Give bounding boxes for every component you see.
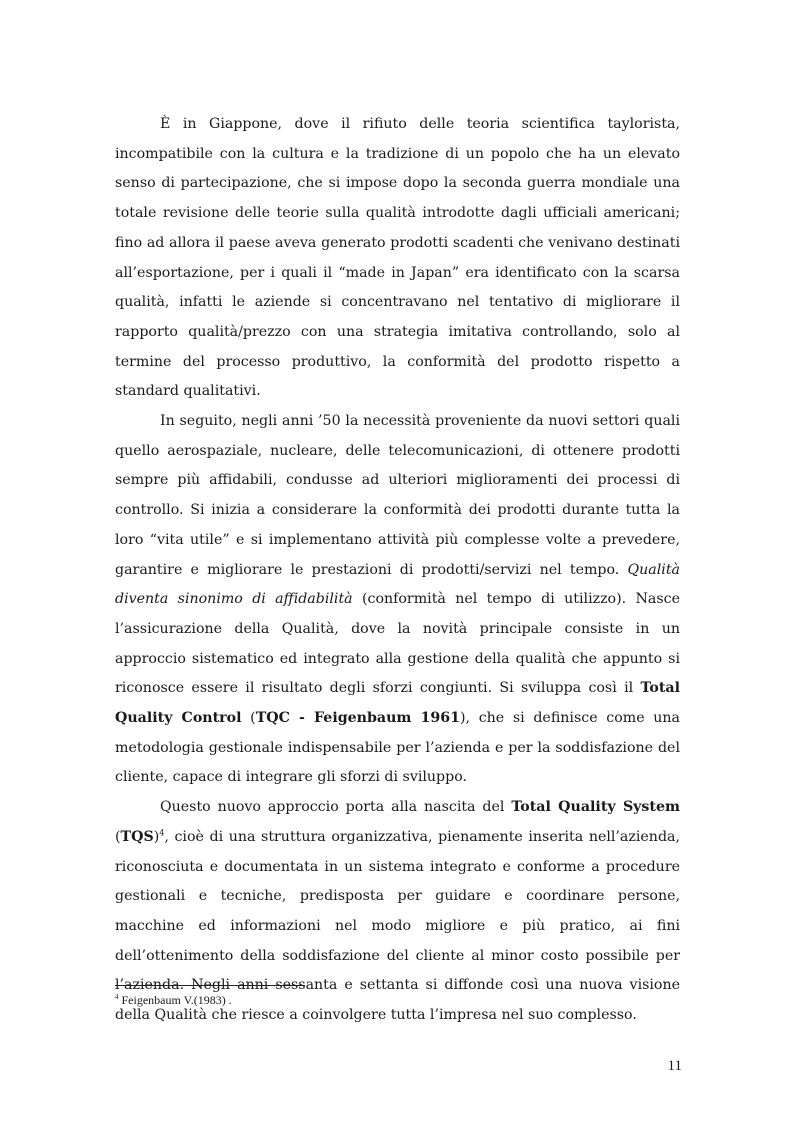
body-text	[115, 110, 680, 1031]
paragraph-2	[115, 407, 680, 793]
paragraph-1: È in Giappone, dove il rifiuto delle teoria scientifica taylorista, incompatibile con la cultura e la tradizione di un popolo che ha un elevato senso di partecipazione, che si impose dopo la seconda guerra mondiale una totale revisione delle teorie sulla qualità introdotte dagli ufficiali americani; fino ad allora il paese aveva generato prodotti scadenti che venivano destinati all’esportazione, per i quali il “made in Japan” era identificato con la scarsa qualità, infatti le aziende si concentravano nel tentativo di migliorare il rapporto qualità/prezzo con una strategia imitativa controllando, solo al termine del processo produttivo, la conformità del prodotto rispetto a standard qualitativi.	[115, 116, 680, 400]
paragraph-2-text-d: ), che si definisce come una metodologia gestionale indispensabile per l’azienda e per la soddisfazione del cliente, capace di integrare gli sforzi di sviluppo.	[115, 710, 680, 786]
paragraph-3-text-d: , cioè di una struttura organizzativa, pienamente inserita nell’azienda, riconosciuta e documentata in un sistema integrato e conforme a procedure gestionali e tecniche, predisposta per guidare e coordinare persone, macchine ed informazioni nel modo migliore e più pratico, ai fini dell’ottenimento della soddisfazione del cliente al minor costo possibile per l’azienda. Negli anni sessanta e settanta si diffonde così una nuova visione della Qualità che riesce a coinvolgere tutta l’impresa nel suo complesso.	[115, 828, 680, 1024]
paragraph-3-text-a: Questo nuovo approccio porta alla nascita del	[160, 799, 512, 816]
bold-term-tqs: Total Quality System	[511, 799, 681, 816]
bold-citation-tqc: TQC - Feigenbaum 1961	[255, 710, 460, 727]
bold-abbr-tqs: TQS	[120, 828, 154, 845]
paragraph-3-text-c: )	[153, 828, 160, 845]
footnote	[115, 992, 232, 1008]
bold-term-tqc: Total Quality Control	[115, 680, 680, 727]
footnote-number: 4	[115, 993, 119, 1001]
paragraph-3-text-b: (	[115, 828, 121, 845]
italic-phrase: Qualità diventa sinonimo di affidabilità	[115, 561, 680, 608]
page-number: 11	[667, 1058, 682, 1074]
paragraph-2-text-a: In seguito, negli anni ’50 la necessità proveniente da nuovi settori quali quello aerospaziale, nucleare, delle telecomunicazioni, di ottenere prodotti sempre più affidabili, condusse ad ulteriori miglioramenti dei processi di controllo. Si inizia a considerare la conformità dei prodotti durante tutta la loro “vita utile” e si implementano attività più complesse volte a prevedere, garantire e migliorare le prestazioni di prodotti/servizi nel tempo.	[115, 413, 680, 578]
footnote-text: Feigenbaum V.(1983) .	[118, 993, 232, 1007]
footnote-separator	[115, 985, 305, 986]
paragraph-2-text-c: (	[241, 710, 256, 727]
paragraph-2-text-b: (conformità nel tempo di utilizzo). Nasce l’assicurazione della Qualità, dove la novità principale consiste in un approccio sistematico ed integrato alla gestione della qualità che appunto si riconosce essere il risultato degli sforzi congiunti. Si sviluppa così il	[115, 591, 680, 697]
footnote-reference[interactable]: 4	[159, 828, 165, 838]
